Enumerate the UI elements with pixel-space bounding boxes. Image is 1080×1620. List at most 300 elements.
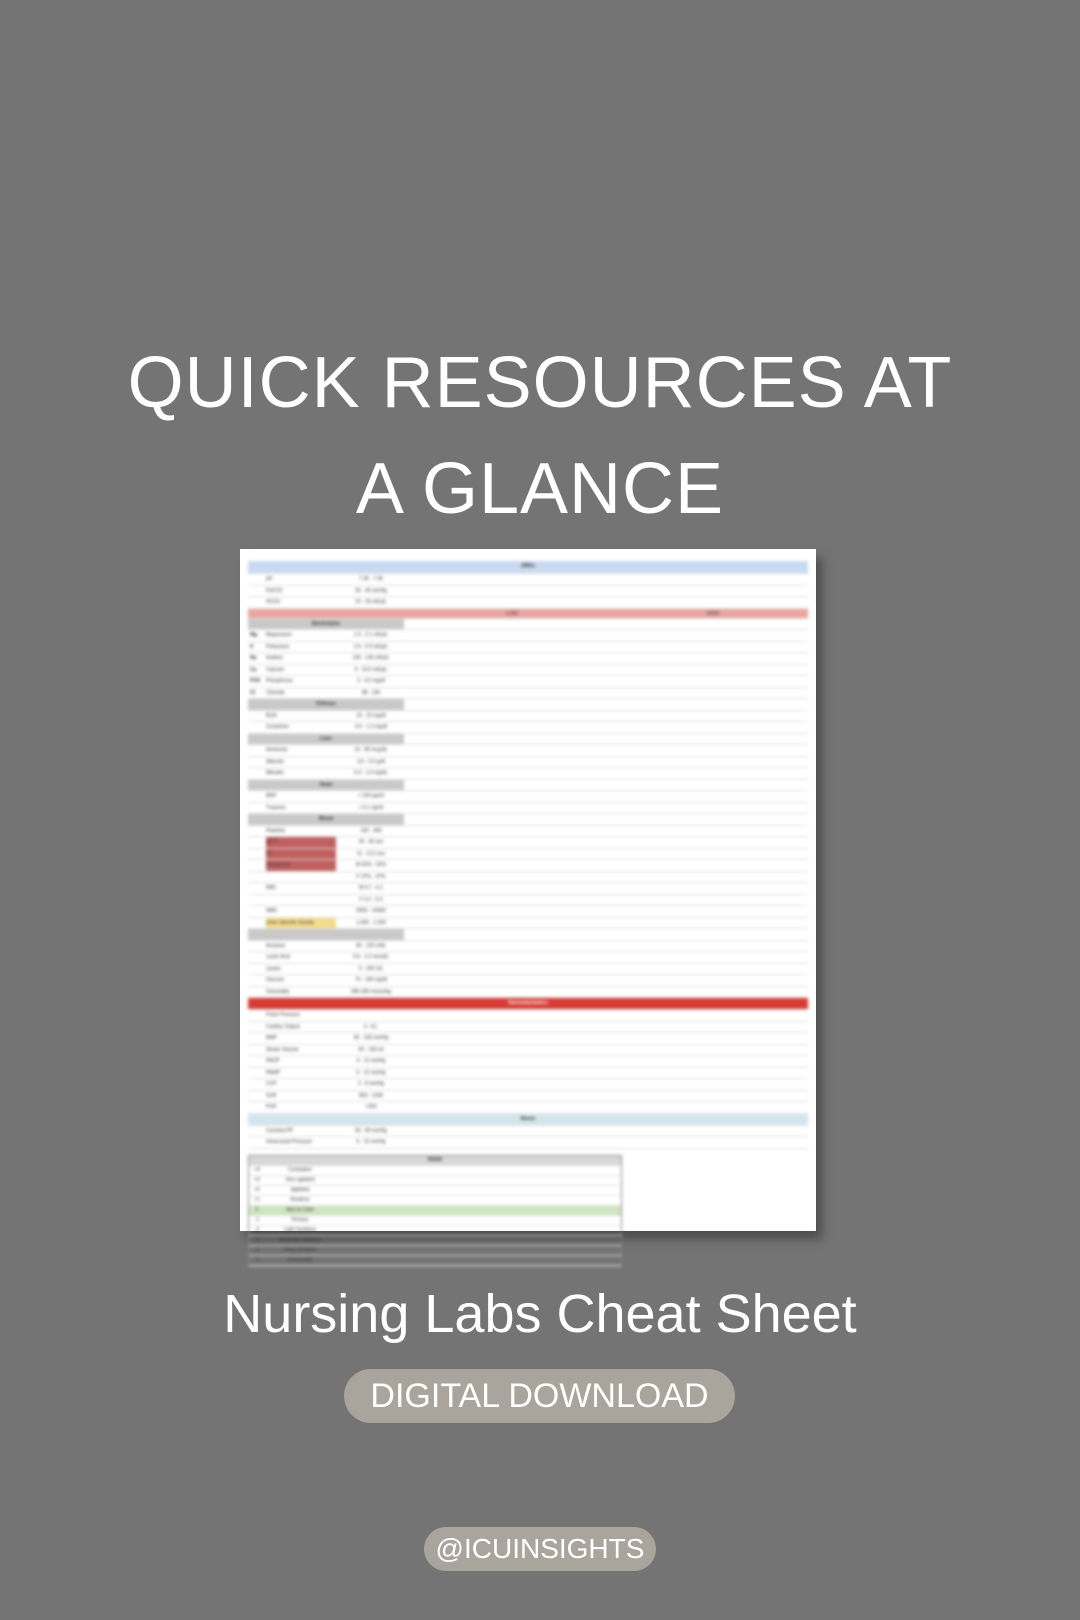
table-row (248, 1045, 808, 1057)
abbr-cell (248, 975, 266, 986)
section-label: Haemodynamics (508, 1000, 548, 1006)
high-cause-cell (618, 1056, 808, 1067)
rass-score: -3 (254, 1236, 260, 1243)
range-cell: 2 - 8 mmHg (357, 1081, 385, 1087)
abbr-cell (248, 895, 266, 906)
low-cause-cell (406, 803, 618, 814)
test-name-cell: Amylase (266, 942, 286, 949)
low-cause-cell (406, 1137, 618, 1148)
abbr-cell (248, 826, 266, 837)
high-cause-cell (618, 676, 808, 687)
range-cell: 74 - 106 mg/dl (355, 977, 387, 983)
high-cause-cell (618, 964, 808, 975)
table-row (248, 872, 808, 884)
abbr-cell (248, 987, 266, 998)
rass-term: Restless (290, 1196, 310, 1203)
abbr-cell (248, 1068, 266, 1079)
section-electrolytes (248, 619, 808, 631)
table-row (248, 1033, 808, 1045)
abbr-cell (248, 1137, 266, 1148)
rass-score: -5 (254, 1256, 260, 1263)
low-cause-cell (406, 883, 618, 894)
high-cause-cell (618, 1022, 808, 1033)
range-cell: 285-295 mosm/kg (350, 988, 392, 995)
section-label: Blood (248, 814, 404, 825)
range-cell: 3.5 - 5.0 mEq/L (353, 643, 389, 650)
abbr-cell (248, 872, 266, 883)
table-row (248, 1010, 808, 1022)
rass-row (249, 1236, 621, 1246)
test-name-cell: BNP (266, 793, 277, 799)
test-name-cell: Bilirubin (266, 770, 284, 776)
range-cell: 10 - 20 mg/dl (356, 712, 386, 719)
abbr-cell (248, 1126, 266, 1137)
range-cell: 0.6 - 1.2 mg/dl (355, 724, 387, 730)
high-cause-cell (618, 574, 808, 585)
abbr-cell (248, 906, 266, 917)
headline-line-2: A GLANCE (355, 449, 725, 529)
table-row (248, 642, 808, 654)
test-name-cell: WBC (266, 908, 278, 914)
high-cause-cell (618, 803, 808, 814)
test-name-cell: Chloride (266, 689, 285, 696)
low-cause-cell (406, 757, 618, 768)
table-row (248, 860, 808, 872)
abbr-cell (248, 757, 266, 768)
table-row (248, 964, 808, 976)
range-cell: M 4.7 - 6.1 (359, 885, 383, 891)
high-cause-cell (618, 1045, 808, 1056)
low-cause-cell (406, 826, 618, 837)
high-cause-cell (618, 597, 808, 608)
section-label: Heart (248, 780, 404, 791)
abbr-cell (248, 860, 266, 871)
table-row (248, 574, 808, 586)
high-cause-cell (618, 1033, 808, 1044)
abbr-cell (248, 1102, 266, 1113)
abbr-cell: Mg (250, 632, 258, 638)
rass-term: Alert & Calm (285, 1206, 315, 1213)
range-cell: 800 - 1200 (359, 1092, 383, 1099)
low-cause-cell (406, 653, 618, 664)
test-name-cell: BUN (266, 712, 277, 719)
abbr-cell: PO4 (250, 678, 261, 684)
high-cause-cell (618, 745, 808, 756)
section-hemodynamics (248, 998, 808, 1010)
high-cause-cell (618, 837, 808, 848)
social-handle-badge: @ICUINSIGHTS (424, 1527, 656, 1571)
test-name-cell: Cardiac Output (266, 1023, 300, 1030)
range-cell: < 100 pg/ml (357, 793, 385, 799)
high-cause-cell (618, 665, 808, 676)
low-cause-cell (406, 711, 618, 722)
test-name-cell: PaCO2 (266, 587, 283, 594)
high-cause-cell (618, 768, 808, 779)
section-abgs (248, 561, 808, 574)
test-name-cell: RBC (266, 885, 277, 891)
high-cause-cell (618, 975, 808, 986)
abbr-cell (248, 574, 266, 585)
range-cell: M 42% - 52% (355, 862, 386, 868)
low-cause-cell (406, 688, 618, 699)
abbr-cell: Na (250, 655, 257, 661)
low-cause-cell (406, 1022, 618, 1033)
high-cause-cell (618, 722, 808, 733)
test-name-cell: PAOP (266, 1058, 280, 1064)
test-name-cell: Hematocrit (266, 860, 336, 871)
section-label: RASS (428, 1156, 442, 1163)
section-spacer (248, 929, 808, 941)
test-name-cell: Phosphorus (266, 678, 293, 684)
abbr-cell (248, 1010, 266, 1021)
low-cause-cell (406, 837, 618, 848)
high-cause-cell (618, 872, 808, 883)
high-cause-cell (618, 1137, 808, 1148)
high-cause-cell (618, 918, 808, 929)
high-cause-cell (618, 1079, 808, 1090)
range-cell: 5 - 15 mmHg (356, 1139, 386, 1145)
range-cell: <250 (365, 1104, 377, 1110)
headline (0, 330, 1080, 542)
rass-term: Drowsy (291, 1216, 309, 1223)
abbr-cell: Ca (250, 666, 257, 673)
range-cell: 10 - 80 mcg/dL (354, 747, 388, 753)
table-row (248, 1126, 808, 1138)
high-cause-cell (618, 630, 808, 641)
test-name-cell: PAWP (266, 1069, 281, 1076)
test-name-cell (266, 895, 336, 906)
abbr-cell (248, 964, 266, 975)
abbr-cell: Cl (250, 689, 255, 696)
low-cause-cell (406, 1091, 618, 1102)
test-name-cell: Urine Specific Gravity (266, 918, 336, 929)
section-label: Neuro (520, 1115, 536, 1122)
abbr-cell (248, 1056, 266, 1067)
range-cell: 98 - 106 (361, 689, 381, 696)
rass-row (249, 1206, 621, 1216)
table-row (248, 895, 808, 907)
table-row (248, 1068, 808, 1080)
range-cell: 4 - 12 mmHg (356, 1058, 386, 1064)
range-cell: F 4.2 - 5.4 (359, 896, 383, 903)
abbr-cell (248, 803, 266, 814)
test-name-cell: aPTT (266, 837, 336, 848)
table-row (248, 768, 808, 780)
low-cause-cell (406, 987, 618, 998)
test-name-cell: HCO3 (266, 599, 280, 605)
test-name-cell: Intracranial Pressure (266, 1139, 313, 1145)
high-cause-cell (618, 1102, 808, 1113)
abbr-cell (248, 597, 266, 608)
low-cause-cell (406, 676, 618, 687)
table-row (248, 883, 808, 895)
abbr-cell (248, 722, 266, 733)
rass-row (249, 1176, 621, 1186)
rass-score: -4 (254, 1246, 260, 1253)
rass-score: -2 (254, 1226, 260, 1233)
range-cell: 3 - 4.5 mg/dl (357, 678, 385, 684)
test-name-cell: Troponin (266, 804, 286, 811)
high-cause-cell (618, 883, 808, 894)
rass-row (249, 1216, 621, 1226)
range-cell: 6 - 12 mmHg (356, 1069, 386, 1076)
test-name-cell: Osmolality (266, 988, 290, 995)
high-cause-cell (618, 849, 808, 860)
abbr-cell (248, 1091, 266, 1102)
test-name-cell: Albumin (266, 758, 285, 765)
range-cell: 11 - 12.5 sec (356, 850, 386, 857)
rass-term: Light Sedation (284, 1226, 316, 1233)
abbr-cell (248, 711, 266, 722)
high-cause-cell (618, 1091, 808, 1102)
section-label: Liver (248, 734, 404, 745)
test-name-cell: Stroke Volume (266, 1046, 299, 1053)
rass-box (248, 1155, 622, 1267)
rass-term: Combative (288, 1166, 312, 1173)
high-cause-cell (618, 688, 808, 699)
range-cell: 9 - 10.5 mEq/L (354, 666, 388, 673)
rass-term: Very agitated (285, 1176, 315, 1183)
low-cause-cell (406, 1010, 618, 1021)
range-cell: 0 - 160 U/L (358, 965, 384, 972)
rass-term: Unrousable (287, 1256, 313, 1263)
abbr-cell (248, 918, 266, 929)
rass-row (249, 1196, 621, 1206)
abbr-cell (248, 768, 266, 779)
table-row (248, 1079, 808, 1091)
range-cell: 4 - 8 L (363, 1023, 379, 1030)
abbr-cell (248, 1033, 266, 1044)
low-cause-cell (406, 964, 618, 975)
high-cause-cell (618, 1010, 808, 1021)
high-cause-cell (618, 757, 808, 768)
cheat-sheet-preview (240, 549, 816, 1263)
table-row (248, 757, 808, 769)
range-cell: 65 - 105 mmHg (353, 1035, 389, 1041)
test-name-cell: pH (266, 576, 273, 582)
low-cause-cell (406, 895, 618, 906)
table-row (248, 941, 808, 953)
high-cause-cell (618, 1126, 808, 1137)
table-row (248, 1056, 808, 1068)
table-row (248, 745, 808, 757)
range-cell: 0.6 - 2.2 mmol/L (352, 954, 390, 960)
test-name-cell: PT (266, 849, 336, 860)
high-cause-cell (618, 906, 808, 917)
low-cause-cell (406, 586, 618, 597)
table-row (248, 918, 808, 930)
test-name-cell: Magnesium (266, 632, 292, 638)
low-cause-cell (406, 1079, 618, 1090)
low-cause-cell (406, 642, 618, 653)
high-cause-cell (618, 860, 808, 871)
digital-download-badge: DIGITAL DOWNLOAD (344, 1369, 735, 1423)
section-label: ABGs (521, 563, 535, 569)
abbr-cell (248, 849, 266, 860)
rass-term: Moderate Sedation (278, 1236, 322, 1243)
table-row (248, 630, 808, 642)
low-cause-cell (406, 918, 618, 929)
rass-score: +3 (254, 1176, 260, 1183)
rass-row (249, 1186, 621, 1196)
table-row (248, 1022, 808, 1034)
low-cause-cell (406, 574, 618, 585)
section-blood (248, 814, 808, 826)
table-row (248, 1137, 808, 1149)
range-cell: 60 - 80 mmHg (355, 1127, 387, 1134)
test-name-cell: PVR (266, 1104, 277, 1110)
section-low-high (248, 609, 808, 619)
table-row (248, 952, 808, 964)
table-row (248, 1091, 808, 1103)
range-cell: 1.5 - 2.1 mEq/L (353, 632, 389, 638)
rass-row (249, 1166, 621, 1176)
section-label: Electrolytes (248, 619, 404, 630)
low-cause-cell (406, 1033, 618, 1044)
test-name-cell: Ammonia (266, 747, 288, 753)
table-row (248, 975, 808, 987)
test-name-cell: Cerebral PP (266, 1127, 294, 1134)
range-cell: 22 - 26 mEq/L (355, 599, 387, 605)
rass-score: -1 (254, 1216, 260, 1223)
low-cause-cell (406, 722, 618, 733)
high-cause-cell (618, 952, 808, 963)
rass-score: +1 (254, 1196, 260, 1203)
test-name-cell: Creatinine (266, 724, 289, 730)
low-cause-cell (406, 975, 618, 986)
section-heart (248, 780, 808, 792)
range-cell: 1.005 - 1.030 (356, 919, 386, 926)
high-cause-cell (618, 642, 808, 653)
table-row (248, 837, 808, 849)
high-cause-cell (618, 711, 808, 722)
abbr-cell (248, 586, 266, 597)
range-cell: 5000 - 10000 (356, 908, 386, 914)
table-row (248, 722, 808, 734)
test-name-cell: Lactic Acid (266, 954, 290, 960)
range-cell: 7.35 - 7.45 (359, 576, 383, 582)
table-row (248, 676, 808, 688)
low-cause-cell (406, 1102, 618, 1113)
low-cause-cell (406, 941, 618, 952)
range-cell: < 0.1 ng/ml (358, 804, 384, 811)
test-name-cell (266, 872, 336, 883)
high-cause-cell (618, 826, 808, 837)
rass-term: Deep Sedation (283, 1246, 317, 1253)
low-label: LOW (506, 610, 518, 617)
rass-row (249, 1246, 621, 1256)
range-cell: 3.5 - 5.0 g/dl (357, 758, 385, 765)
rass-row (249, 1256, 621, 1266)
section-kidneys (248, 699, 808, 711)
rass-header (249, 1156, 621, 1166)
range-cell: 40 - 120 U/dL (355, 942, 387, 949)
table-row (248, 711, 808, 723)
abbr-cell (248, 837, 266, 848)
abbr-cell (248, 1079, 266, 1090)
table-row (248, 987, 808, 999)
low-cause-cell (406, 872, 618, 883)
product-title: Nursing Labs Cheat Sheet (223, 1284, 857, 1344)
table-row (248, 586, 808, 598)
rass-score: 0 (255, 1206, 259, 1213)
rass-score: +2 (254, 1186, 260, 1193)
headline-line-1: QUICK RESOURCES AT (127, 343, 953, 423)
rass-score: +4 (254, 1166, 260, 1173)
table-row (248, 1102, 808, 1114)
high-cause-cell (618, 941, 808, 952)
abbr-cell (248, 883, 266, 894)
table-row (248, 906, 808, 918)
abbr-cell (248, 941, 266, 952)
low-cause-cell (406, 860, 618, 871)
table-row (248, 791, 808, 803)
range-cell: 0.3 - 1.0 mg/dL (354, 770, 388, 776)
section-label: Kidneys (248, 699, 404, 710)
rass-row (249, 1226, 621, 1236)
table-row (248, 849, 808, 861)
section-neuro (248, 1114, 808, 1126)
low-cause-cell (406, 791, 618, 802)
table-row (248, 826, 808, 838)
abbr-cell (248, 1022, 266, 1033)
range-cell: 150 - 400 (360, 827, 382, 834)
low-cause-cell (406, 630, 618, 641)
table-row (248, 597, 808, 609)
rass-term: Agitated (290, 1186, 310, 1193)
table-row (248, 803, 808, 815)
test-name-cell: Platelets (266, 827, 286, 834)
table-row (248, 653, 808, 665)
table-row (248, 665, 808, 677)
test-name-cell: Lipase (266, 965, 281, 972)
abbr-cell (248, 952, 266, 963)
range-cell: 135 - 145 mEq/L (352, 655, 390, 661)
test-name-cell: Glucose (266, 977, 285, 983)
test-name-cell: Sodium (266, 655, 283, 661)
test-name-cell: SVR (266, 1092, 277, 1099)
high-cause-cell (618, 653, 808, 664)
low-cause-cell (406, 849, 618, 860)
low-cause-cell (406, 1056, 618, 1067)
high-label: HIGH (706, 610, 720, 617)
abbr-cell: K (250, 643, 254, 650)
test-name-cell: Calcium (266, 666, 285, 673)
test-name-cell: Potassium (266, 643, 290, 650)
low-cause-cell (406, 768, 618, 779)
table-row (248, 688, 808, 700)
low-cause-cell (406, 1126, 618, 1137)
high-cause-cell (618, 791, 808, 802)
abbr-cell (248, 745, 266, 756)
test-name-cell: CVP (266, 1081, 277, 1087)
low-cause-cell (406, 597, 618, 608)
range-cell (336, 1010, 406, 1021)
low-cause-cell (406, 952, 618, 963)
low-cause-cell (406, 665, 618, 676)
range-cell: 30 - 40 sec (358, 839, 384, 845)
section-liver (248, 734, 808, 746)
high-cause-cell (618, 987, 808, 998)
range-cell: 60 - 100 ml (358, 1046, 384, 1053)
test-name-cell: MAP (266, 1035, 277, 1041)
cheat-sheet-table (248, 561, 808, 1267)
low-cause-cell (406, 1045, 618, 1056)
high-cause-cell (618, 586, 808, 597)
low-cause-cell (406, 745, 618, 756)
high-cause-cell (618, 1068, 808, 1079)
range-cell: 35 - 45 mmHg (355, 587, 387, 594)
